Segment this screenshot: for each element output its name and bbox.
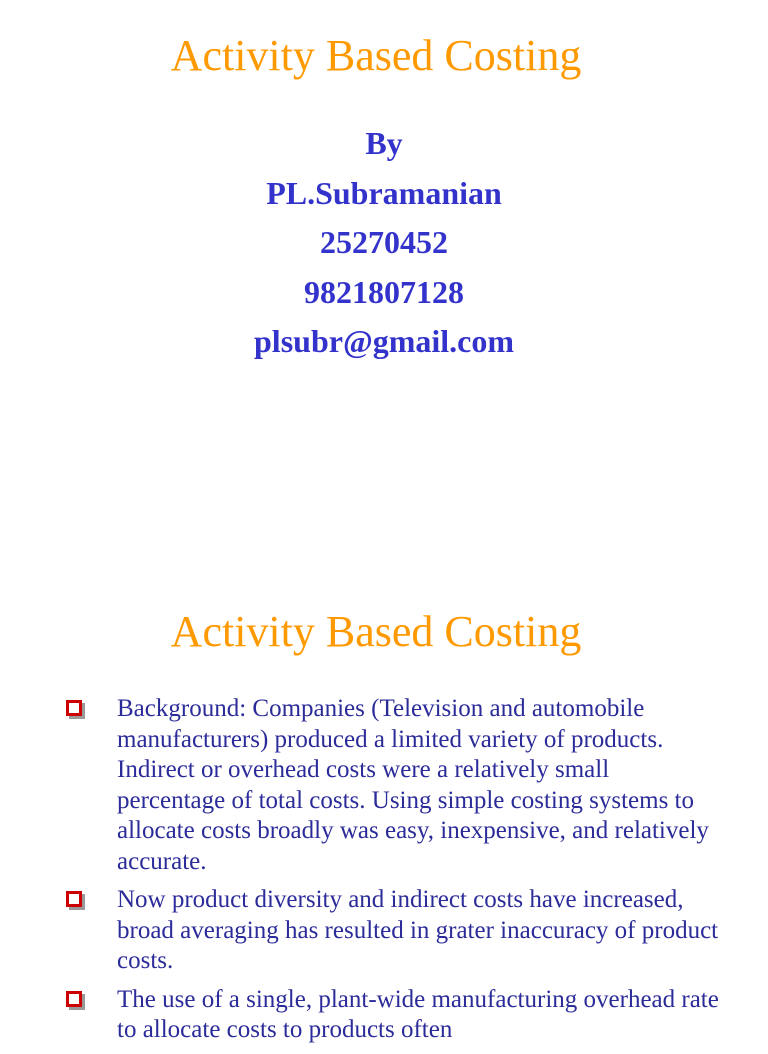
phone-number-1: 25270452 [320, 224, 448, 260]
list-item [62, 694, 722, 877]
by-label: By [365, 125, 403, 161]
author-name: PL.Subramanian [266, 174, 502, 211]
slide-title: Activity Based Costing [170, 31, 582, 80]
list-item [62, 885, 722, 977]
hollow-square-bullet-icon [66, 891, 82, 907]
bullet-text: Background: Companies (Television and automobile manufacturers) produced a limited variety of products. Indirect or overhead costs were a relatively small percentage of total costs. Using simple costing systems to allocate costs broadly was easy, inexpensive, and relatively accurate. [117, 695, 709, 875]
bullet-text: The use of a single, plant-wide manufacturing overhead rate to allocate costs to products often [117, 985, 719, 1043]
list-item [62, 985, 722, 1046]
bullet-text: Now product diversity and indirect costs have increased, broad averaging has resulted in grater inaccuracy of product costs. [117, 886, 719, 974]
bullet-list [62, 694, 722, 1054]
hollow-square-bullet-icon [66, 700, 82, 716]
email-address: plsubr@gmail.com [254, 323, 514, 359]
slide-title: Activity Based Costing [170, 607, 582, 656]
content-slide [0, 590, 768, 1043]
phone-number-2: 9821807128 [304, 273, 464, 310]
hollow-square-bullet-icon [66, 991, 82, 1007]
author-info [0, 119, 768, 367]
